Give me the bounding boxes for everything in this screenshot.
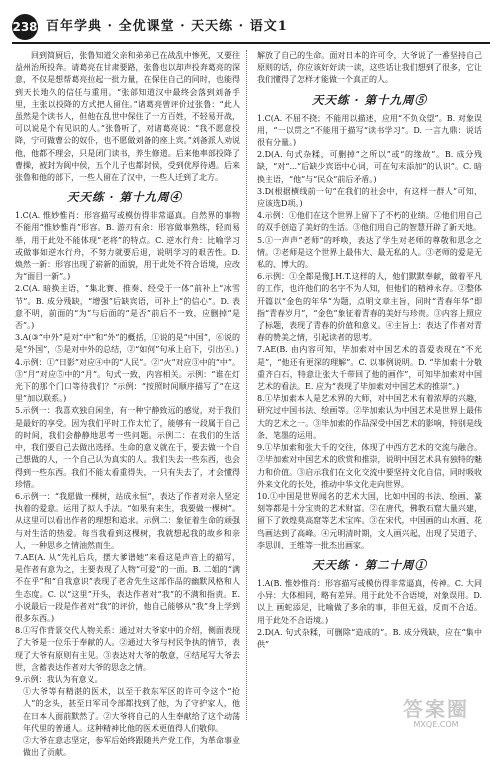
answer-1: 1.C(A. 惟妙惟肖：形容描写或模仿得非常逼真。自然界的事物不能用“惟妙惟肖”形容。B. 游刃有余：形容做事熟练，轻而易举，用于此处不能体现“老将”的特点。C. 逆水行舟：比喻学习或做事如逆水行舟，不努力就要后退，说明学习的艰苦性。D. 焕然一新：形容出现了崭新的面貌，用于此处不符合语境，应改为“面目一新”。) [15,211,240,282]
answer-7: 7.AE(B. 由内容可知，毕加索对中国艺术的喜爱表现在“不光是”，“他还有更深的理解”。C. 以事例说明。D. “毕加索十分敬重齐白石，特意让张大千带回了他的画作”，可知毕加索对中国艺术的看法。E. 应为“表现了毕加索对中国艺术的推崇”。) [257,345,482,392]
answer-9-point-1: ①大爷等有精湛的医术，以至于救东军区的许可令这个“抢人”的念头，甚至日军司令部都找到了他，为了守护家人，他在日本人面前默然了。②大爷将自己的人生奉献给了这个动荡年代里的普通人。这种精神比他的医术更值得人们敬仰。 [23,687,240,733]
answer-7: 7.AE(A. 从“先礼后兵，摆大爹谱她”来看这是声音上的描写，是作者有意为之，主要表现了人物“可爱”的一面。B. 二姐的“满不在乎”和“自我意识”表现了老舍先生这部作品的幽默风格和人生态度。C. 以“这里”开头，表达作者对“我”的不满和指责。E. 小说最后一段是作者对“我”的评价，他自己能够从“我”身上学到很多东西。) [15,552,240,623]
answer-6: 6.示例：①全都是像J.H.T.这样的人，他们默默奉献，做着平凡的工作，也许他们的名字不为人知，但他们的精神永存。②整体开篇以“金色的年华”为题，点明文章主旨，同时“青春年华”即指“青春岁月”，“金色”象征着青春的美好与珍贵。③内容上照应了标题，表现了青春的价值和意义。④主旨上：表达了作者对青春的赞美之情，引起读者的思考。 [257,272,482,343]
column-divider [246,50,247,720]
answer-3: 3.A(③“中外”是对“中”和“外”的概括，①说的是“中国”，⑥说的是“外国”，⑤是对中外的总结，②“如何”句承上启下，引出④。) [15,333,240,355]
answer-2: 2.C(A. 暗换主语，“集北赛、推奏、经受于一体”前补上“冰雪节”。B. 成分残缺，“增强”后缺宾语，可补上“的信心”。D. 表意不明，前面的“为”与后面的“是否”前后不一致，应删掉“是否”。) [15,284,240,331]
answer-4: 4.示例：①“日影”对应④中的“人民”。②“火”对应③中的“中”。③“月”对应⑤中的“月”。句式一致，内容相关。示例：“谁在灯光下的那个门口等待我们？”示例：“按照时间顺序描写了“在这里”加以联系。) [15,357,240,404]
answer-9-point-2: ②大爷在意志坚定，参军后始终跟随共产党工作，为革命事业做出了贡献。 [23,735,240,758]
answer-2: 2.D(A. 句式杂糅，可删除“造成的”。B. 成分残缺，应在“集中供” [257,627,482,649]
answer-9: 9.①毕加索和张大千的交往，体现了中西方艺术的交流与融合。②毕加索对中国艺术的欣赏和推崇，说明中国艺术具有独特的魅力和价值。③启示我们在文化交流中要坚持文化自信，同时吸收外来文化的长处，推动中华文化走向世界。 [257,443,482,489]
watermark-logo [380,698,492,730]
answer-5: 5.示例一：我喜欢独自闲坐，有一种宁静致远的感觉，对于我们是最好的享受。因为我们平时工作太忙了，能够有一段属于自己的时间，我们会静静地思考一些问题。示例二：在我们的生活中，我们要自己去做出选择。生命的意义就在于，要去做一个自己想做的人，一个自己认为真实的人。我们失去一些东西，也会得到一些东西。我们不能太看重得失，一只有失去了，才会懂得珍惜。 [15,406,240,489]
answer-1: 1.C(A. 不屈不挠；不能用以描述，应用“不负众望”。B. 对象误用，“一以贯之”不能用于描写“读书学习”。D. 一言九鼎：说话很有分量。) [257,113,482,148]
page-header [0,0,500,42]
answer-8: 8.①写作背景交代人物关系：通过对大爷家中的介绍，侧面表现了大爷是一位乐于奉献的人。②通过大爷与村民争执的情节，表现了大爷有原则有主见。③表达对大爷的敬意，④结尾写大爷去世，含蓄表达作者对大爷的思念之情。 [15,626,240,672]
answer-8: 8.①毕加索本人是艺术界的大师，对中国艺术有着浓厚的兴趣，研究过中国书法、绘画等。②毕加索认为中国艺术是世界上最伟大的艺术之一。③毕加索的作品深受中国艺术的影响，特别是线条、笔墨的运用。 [257,394,482,440]
watermark-title: 答案圈 [403,697,469,721]
page-number-badge: 238 [12,14,38,40]
passage-continuation: 回到简厨后，张鲁知道父亲和弟弟已在战乱中惨死，又要往益州治所投奔。请葛亮在甘肃要路，张鲁也以却声投奔葛亮的深意，不仅是想帮葛亮拉起一批力量，在保住自己的同时，也能得到天长地久的信任与重用。“张郃知道汉中最终会落到刘备手里，主张以投降的方式把人留住。”诸葛亮曾评价过张鲁：“此人虽然是个读书人，但他在乱世中保住了一方百姓，不轻易开战，可以说是个有见识的人。”张鲁听了，对诸葛亮说：“我不愿意投降，宁可做曹公的奴仆，也不愿做刘备的座上宾。”刘备派人劝说他，他都不理会，只是闭门读书，养生修道。后来他率部投降了曹操，被封为阆中侯，五个儿子也都封侯，受到优厚待遇。后来张鲁和他的部下，一些人留在了汉中，一些人迁到了北方。 [15,51,240,183]
right-column [257,50,482,722]
answer-10: 10.①中国是世界闻名的艺术大国，比如中国的书法、绘画、篆刻等都是十分宝贵的艺术财富。②在唐代，佛教石窟大量兴建，留下了敦煌莫高窟等艺术宝库。③在宋代，中国画的山水画、花鸟画达到了高峰。④元明清时期，文人画兴起，出现了吴道子、李思训、王维等一批杰出画家。 [257,491,482,550]
section-heading-week19-4: 天天练 · 第十九周④ [66,190,182,205]
section-heading-week20-1: 天天练 · 第二十周① [311,557,427,572]
answer-continuation: 解放了自己的生命。面对日本的许可令，大爷说了一番坚持自己原则的话，你应该好好读一读，这些话让我们想到了很多，它让我们懂得了怎样才能做一个真正的人。 [257,51,482,85]
header-rule [12,42,490,44]
answer-6: 6.示例一：“我愿做一棵树，站成永恒”，表达了作者对亲人坚定执着的爱意。运用了拟人手法。“如果有来生，我要做一棵树”。从这里可以看出作者的理想和追求。示例二：象征着生命的顽强与对生活的热爱。每当我看到这棵树，我就想起我的故乡和亲人，一种思乡之情油然而生。 [15,491,240,550]
answer-2: 2.D(A. 句式杂糅，可删掉“之所以”或“的缘故”。B. 成分残缺，“对“...”后缺少宾语中心词，可在句末添加“的认识”。C. 暗换主语，“他”与“民众”前后矛盾。) [257,150,482,184]
answer-9: 9.示例：我认为有意义。 [15,674,103,684]
answer-5: 5.①一声声“老师”的呼唤，表达了学生对老师的尊敬和思念之情。②老师是这个世界上最伟大、最无私的人。③老师的爱是无私的、博大的。 [257,235,482,270]
answer-1: 1.A(B. 惟妙惟肖：形容描写或模仿得非常逼真，传神。C. 大同小异：大体相同，略有差异。用于此处不合语境，对象误用。D. 以上 画蛇添足，比喻做了多余的事，非但无益，反而不合适。用于此处不合语境。) [257,578,482,625]
section-heading-week19-5: 天天练 · 第十九周⑤ [311,92,427,107]
answer-4: 4.示例：①他们在这个世界上留下了不朽的业绩。②他们用自己的双手创造了美好的生活。③他们用自己的智慧开辟了新天地。 [257,211,482,233]
watermark-url: MXQE.COM [413,720,459,729]
left-column [15,50,240,758]
answer-3: 3.D(根据横线前一句“在我们的社会中，有这样一群人”可知，应该选D项。) [257,186,482,209]
running-title: 百年学典 · 全优课堂 · 天天练 · 语文1 [46,19,288,34]
